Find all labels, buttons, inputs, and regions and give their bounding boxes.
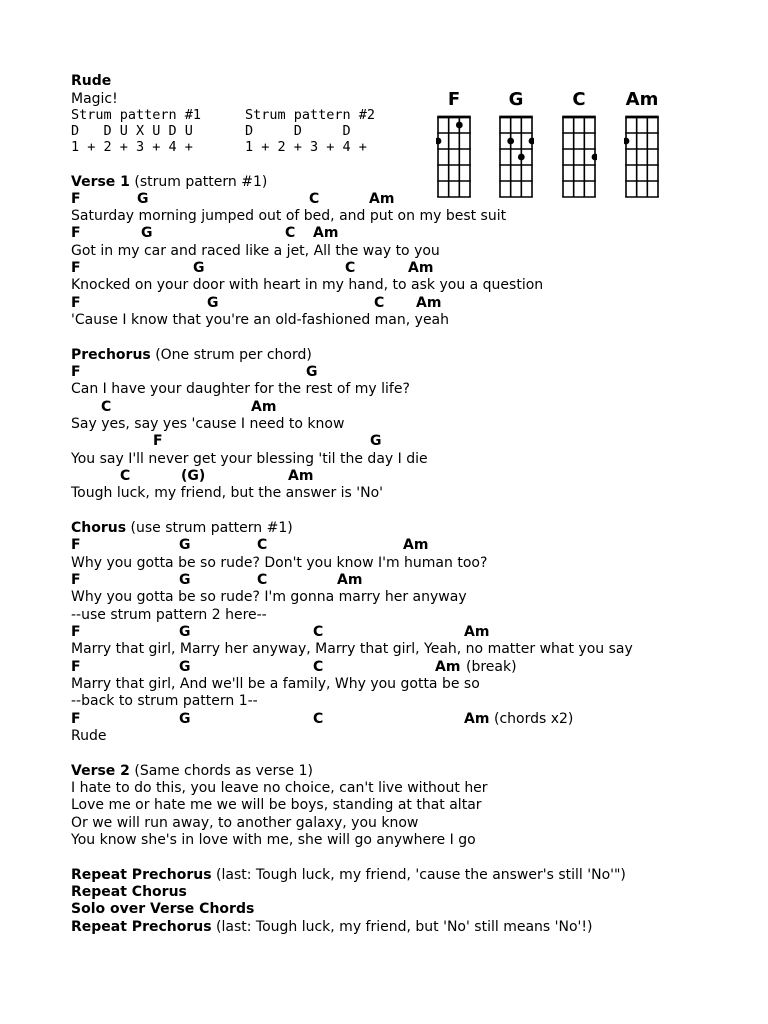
chord-line: [71, 624, 761, 641]
strum-pattern-title: Strum pattern #1: [71, 107, 202, 123]
section-title: Verse 1: [71, 173, 130, 190]
finger-dot: [507, 138, 514, 145]
lyric-line: Love me or hate me we will be boys, standing at that altar: [71, 797, 482, 814]
finger-dot: [456, 122, 463, 129]
chord-diagram-label: G: [508, 89, 524, 110]
strum-pattern-1: [71, 107, 201, 155]
chord-symbol: Am: [403, 537, 429, 554]
chord-symbol: Am: [435, 658, 461, 675]
direction-line: [71, 867, 761, 884]
lyric-line: Can I have your daughter for the rest of my life?: [71, 381, 410, 398]
finger-dot: [529, 138, 534, 145]
chord-line: [71, 572, 761, 589]
song-body: [71, 174, 761, 936]
lyric-line: You know she's in love with me, she will go anywhere I go: [71, 831, 476, 848]
lyric-line: Saturday morning jumped out of bed, and put on my best suit: [71, 208, 507, 225]
chord-symbol: C: [101, 398, 112, 415]
direction-note: (last: Tough luck, my friend, but 'No' still means 'No'!): [216, 918, 593, 935]
chord-symbol: F: [71, 658, 81, 675]
strum-pattern-count: 1 + 2 + 3 + 4 +: [71, 139, 193, 155]
chord-symbol: C: [313, 624, 324, 641]
chord-symbol: G: [179, 537, 191, 554]
chord-symbol: Am: [416, 294, 442, 311]
chord-symbol: G: [141, 225, 153, 242]
section-note: (use strum pattern #1): [130, 520, 293, 537]
chord-symbol: C: [257, 572, 268, 589]
lyric-line: I hate to do this, you leave no choice, can't live without her: [71, 779, 488, 796]
chord-diagram-label: C: [572, 89, 586, 110]
strum-pattern-title: Strum pattern #2: [245, 107, 376, 123]
lyric-line: Knocked on your door with heart in my hand, to ask you a question: [71, 277, 544, 294]
chord-symbol: C: [309, 190, 320, 207]
song-header: [71, 72, 118, 108]
direction-label: Repeat Prechorus: [71, 866, 212, 883]
prechorus-heading: [71, 347, 761, 364]
chord-symbol: F: [71, 294, 81, 311]
lyric-line: Rude: [71, 728, 107, 744]
chord-symbol: G: [207, 294, 219, 311]
section-note: (One strum per chord): [155, 346, 312, 363]
chord-symbol: F: [71, 260, 81, 277]
lyric-line: Marry that girl, Marry her anyway, Marry that girl, Yeah, no matter what you say: [71, 641, 633, 658]
chorus-heading: [71, 520, 761, 537]
chord-symbol: Am: [369, 190, 395, 207]
chord-symbol: F: [71, 572, 81, 589]
chord-line: [71, 191, 761, 208]
chord-line: [71, 537, 761, 554]
chord-symbol: F: [71, 225, 81, 242]
chord-line: [71, 364, 761, 381]
finger-dot: [624, 138, 629, 145]
chord-symbol: G: [179, 624, 191, 641]
chord-symbol: G: [193, 260, 205, 277]
chord-symbol: G: [306, 364, 318, 381]
chord-symbol: Am: [251, 398, 277, 415]
chord-symbol: Am: [464, 624, 490, 641]
chord-symbol: G: [370, 433, 382, 450]
chord-line: [71, 433, 761, 450]
chord-symbol: F: [153, 433, 163, 450]
lyric-line: Say yes, say yes 'cause I need to know: [71, 416, 345, 433]
direction-note: (last: Tough luck, my friend, 'cause the answer's still 'No'"): [216, 866, 626, 883]
chord-line: [71, 295, 761, 312]
section-title: Verse 2: [71, 762, 130, 779]
chord-symbol: F: [71, 364, 81, 381]
chord-symbol: C: [285, 225, 296, 242]
lyric-line: Got in my car and raced like a jet, All the way to you: [71, 242, 440, 259]
section-note: (Same chords as verse 1): [134, 762, 313, 779]
direction-line: [71, 884, 761, 901]
section-title: Chorus: [71, 520, 127, 537]
chord-symbol: (G): [181, 468, 206, 485]
chord-symbol: C: [313, 710, 324, 727]
blank-line: [71, 503, 761, 520]
direction-label: Solo over Verse Chords: [71, 901, 255, 918]
lyric-line: Why you gotta be so rude? Don't you know I'm human too?: [71, 554, 488, 571]
finger-dot: [436, 138, 441, 145]
blank-line: [71, 329, 761, 346]
chord-symbol: G: [179, 658, 191, 675]
chord-line: [71, 225, 761, 242]
chord-symbol: Am: [408, 260, 434, 277]
song-title: Rude: [71, 73, 112, 89]
direction-label: Repeat Prechorus: [71, 918, 212, 935]
chord-symbol: C: [120, 468, 131, 485]
chord-symbol: Am: [288, 468, 314, 485]
lyric-line: Tough luck, my friend, but the answer is 'No': [71, 485, 384, 502]
chord-symbol: C: [257, 537, 268, 554]
chord-symbol: G: [179, 572, 191, 589]
chord-line: [71, 659, 761, 676]
strum-pattern-2: [245, 107, 375, 155]
finger-dot: [518, 154, 525, 161]
chord-symbol: F: [71, 537, 81, 554]
chord-line: [71, 468, 761, 485]
chord-diagram-label: Am: [625, 89, 659, 110]
chord-symbol: G: [179, 710, 191, 727]
chord-symbol: Am: [313, 225, 339, 242]
blank-line: [71, 745, 761, 762]
chord-note: (chords x2): [494, 710, 574, 727]
chord-symbol: F: [71, 624, 81, 641]
strum-pattern-strokes: D D U X U D U: [71, 123, 193, 139]
chord-line: [71, 260, 761, 277]
chord-line: [71, 399, 761, 416]
lyric-line: Or we will run away, to another galaxy, you know: [71, 814, 419, 831]
chord-symbol: C: [345, 260, 356, 277]
song-artist: Magic!: [71, 91, 118, 107]
direction-label: Repeat Chorus: [71, 883, 187, 900]
verse-2-heading: [71, 763, 761, 780]
lyric-line: You say I'll never get your blessing 'til the day I die: [71, 450, 428, 467]
direction-line: [71, 919, 761, 936]
lyric-line: 'Cause I know that you're an old-fashioned man, yeah: [71, 312, 450, 329]
direction-line: [71, 901, 761, 918]
chord-line: [71, 711, 761, 728]
chord-symbol: C: [374, 294, 385, 311]
chord-symbol: Am: [464, 710, 490, 727]
strum-pattern-strokes: D D D: [245, 123, 351, 139]
chord-diagram-label: F: [447, 89, 461, 110]
chord-symbol: C: [313, 658, 324, 675]
lyric-line: Marry that girl, And we'll be a family, Why you gotta be so: [71, 676, 480, 693]
instruction-line: --use strum pattern 2 here--: [71, 606, 267, 623]
chord-symbol: F: [71, 710, 81, 727]
section-note: (strum pattern #1): [134, 173, 268, 190]
instruction-line: --back to strum pattern 1--: [71, 693, 258, 710]
chord-note: (break): [466, 658, 517, 675]
chord-symbol: G: [137, 190, 149, 207]
lyric-line: Why you gotta be so rude? I'm gonna marry her anyway: [71, 589, 467, 606]
finger-dot: [592, 154, 597, 161]
strum-pattern-count: 1 + 2 + 3 + 4 +: [245, 139, 367, 155]
chord-symbol: Am: [337, 572, 363, 589]
section-title: Prechorus: [71, 346, 151, 363]
verse-1-heading: [71, 174, 761, 191]
chord-symbol: F: [71, 190, 81, 207]
blank-line: [71, 849, 761, 866]
